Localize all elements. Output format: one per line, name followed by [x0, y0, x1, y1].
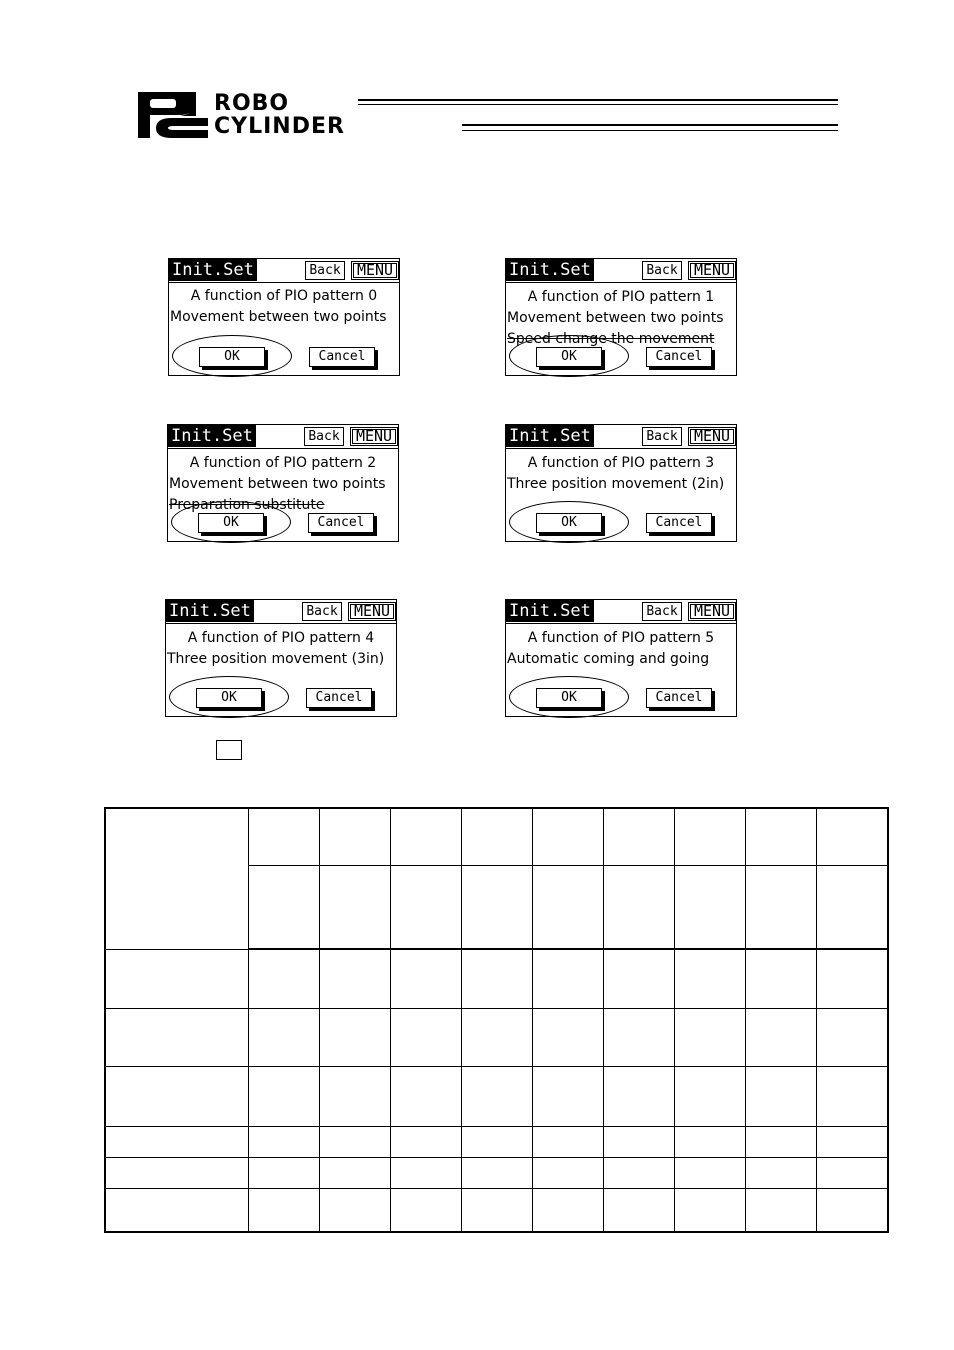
logo-text-robo: ROBO — [214, 91, 290, 116]
screen-line: Three position movement (2in) — [507, 476, 725, 492]
table-cell — [105, 1066, 249, 1126]
table-cell — [817, 1008, 889, 1066]
ok-button[interactable]: OK — [536, 513, 602, 533]
screen-pio-pattern-4 — [165, 599, 397, 717]
table-cell — [533, 1188, 604, 1232]
table-cell — [675, 808, 746, 865]
menu-button[interactable]: MENU — [350, 427, 398, 446]
table-cell — [105, 1188, 249, 1232]
back-button[interactable]: Back — [642, 261, 682, 280]
screen-line: A function of PIO pattern 2 — [189, 455, 377, 471]
screen-line: A function of PIO pattern 4 — [187, 630, 375, 646]
table-cell — [675, 1008, 746, 1066]
ok-button[interactable]: OK — [196, 688, 262, 708]
cancel-button[interactable]: Cancel — [308, 513, 374, 533]
screen-line: Preparation substitute — [169, 497, 325, 513]
table-cell — [320, 1157, 391, 1188]
table-cell — [817, 865, 889, 949]
screen-pio-pattern-0 — [168, 258, 400, 376]
table-row — [105, 1126, 888, 1157]
table-cell — [746, 1066, 817, 1126]
screen-titlebar — [168, 425, 398, 449]
table-cell — [746, 1188, 817, 1232]
table-cell — [391, 1157, 462, 1188]
table-cell — [675, 1157, 746, 1188]
table-cell — [391, 1066, 462, 1126]
key-symbol-box — [216, 740, 242, 760]
cancel-button[interactable]: Cancel — [306, 688, 372, 708]
table-cell — [604, 949, 675, 1008]
table-cell — [462, 1008, 533, 1066]
table-cell — [604, 1188, 675, 1232]
table-cell — [320, 1126, 391, 1157]
table-cell — [462, 949, 533, 1008]
table-cell — [533, 1008, 604, 1066]
table-cell — [817, 1066, 889, 1126]
header-rule — [462, 124, 838, 126]
header-rule — [358, 99, 838, 101]
table-cell — [675, 949, 746, 1008]
screen-pio-pattern-5 — [505, 599, 737, 717]
ok-button[interactable]: OK — [536, 688, 602, 708]
screen-line: A function of PIO pattern 5 — [527, 630, 715, 646]
robo-cylinder-logo — [136, 90, 216, 140]
table-cell — [604, 1157, 675, 1188]
screen-titlebar — [166, 600, 396, 624]
screen-line: Movement between two points — [169, 476, 386, 492]
table-cell — [249, 1188, 320, 1232]
table-cell — [817, 949, 889, 1008]
screen-line: Movement between two points — [170, 309, 387, 325]
ok-button[interactable]: OK — [199, 347, 265, 367]
table-cell — [533, 949, 604, 1008]
table-cell — [604, 865, 675, 949]
table-cell — [604, 1066, 675, 1126]
table-cell — [817, 1188, 889, 1232]
table-cell — [462, 808, 533, 865]
table-cell — [533, 1066, 604, 1126]
screen-pio-pattern-1 — [505, 258, 737, 376]
table-cell — [105, 1157, 249, 1188]
table-cell — [533, 1126, 604, 1157]
table-cell — [249, 1066, 320, 1126]
table-cell — [391, 949, 462, 1008]
table-cell — [320, 808, 391, 865]
table-row — [105, 1157, 888, 1188]
table-cell — [462, 1126, 533, 1157]
table-header-cell — [105, 808, 249, 949]
screen-titlebar — [506, 425, 736, 449]
back-button[interactable]: Back — [302, 602, 342, 621]
cancel-button[interactable]: Cancel — [646, 688, 712, 708]
menu-button[interactable]: MENU — [348, 602, 396, 621]
menu-button[interactable]: MENU — [688, 427, 736, 446]
screen-titlebar — [169, 259, 399, 283]
table-cell — [249, 1008, 320, 1066]
screen-line: Speed change the movement — [507, 331, 715, 347]
table-cell — [817, 1157, 889, 1188]
screen-line: A function of PIO pattern 3 — [527, 455, 715, 471]
table-cell — [746, 865, 817, 949]
table-cell — [391, 1126, 462, 1157]
table-cell — [675, 865, 746, 949]
table-row — [105, 1008, 888, 1066]
table-cell — [462, 865, 533, 949]
table-cell — [249, 1157, 320, 1188]
header-rule-thin — [358, 104, 838, 105]
screen-titlebar — [506, 259, 736, 283]
table-cell — [320, 1188, 391, 1232]
screen-pio-pattern-2 — [167, 424, 399, 542]
back-button[interactable]: Back — [642, 427, 682, 446]
table-cell — [604, 1008, 675, 1066]
table-cell — [105, 1126, 249, 1157]
screen-title: Init.Set — [506, 259, 594, 281]
screen-title: Init.Set — [506, 600, 594, 622]
menu-button[interactable]: MENU — [351, 261, 399, 280]
table-cell — [462, 1157, 533, 1188]
menu-button[interactable]: MENU — [688, 602, 736, 621]
screen-titlebar — [506, 600, 736, 624]
table-cell — [746, 808, 817, 865]
table-cell — [391, 1008, 462, 1066]
table-cell — [604, 1126, 675, 1157]
table-cell — [746, 1008, 817, 1066]
table-cell — [391, 1188, 462, 1232]
screen-line: A function of PIO pattern 0 — [190, 288, 378, 304]
table-cell — [391, 865, 462, 949]
menu-button[interactable]: MENU — [688, 261, 736, 280]
back-button[interactable]: Back — [304, 427, 344, 446]
table-cell — [533, 865, 604, 949]
ok-button[interactable]: OK — [198, 513, 264, 533]
table-cell — [249, 808, 320, 865]
pio-pattern-table — [104, 807, 889, 1233]
table-cell — [604, 808, 675, 865]
table-cell — [462, 1066, 533, 1126]
screen-line: Three position movement (3in) — [167, 651, 385, 667]
table-row — [105, 1066, 888, 1126]
table-cell — [249, 865, 320, 949]
screen-title: Init.Set — [506, 425, 594, 447]
screen-line: A function of PIO pattern 1 — [527, 289, 715, 305]
table-cell — [746, 949, 817, 1008]
table-row — [105, 1188, 888, 1232]
table-cell — [320, 1008, 391, 1066]
table-cell — [675, 1066, 746, 1126]
table-cell — [462, 1188, 533, 1232]
screen-title: Init.Set — [169, 259, 257, 281]
cancel-button[interactable]: Cancel — [646, 347, 712, 367]
header-rule-thin — [462, 130, 838, 131]
screen-pio-pattern-3 — [505, 424, 737, 542]
table-cell — [675, 1188, 746, 1232]
table-cell — [320, 1066, 391, 1126]
table-cell — [746, 1126, 817, 1157]
screen-line: Automatic coming and going — [507, 651, 710, 667]
table-cell — [249, 1126, 320, 1157]
table-cell — [533, 808, 604, 865]
back-button[interactable]: Back — [642, 602, 682, 621]
screen-line: Movement between two points — [507, 310, 724, 326]
cancel-button[interactable]: Cancel — [646, 513, 712, 533]
screen-title: Init.Set — [168, 425, 256, 447]
ok-button[interactable]: OK — [536, 347, 602, 367]
table-cell — [675, 1126, 746, 1157]
table-cell — [391, 808, 462, 865]
table-cell — [105, 1008, 249, 1066]
table-cell — [746, 1157, 817, 1188]
table-row — [105, 808, 888, 865]
back-button[interactable]: Back — [305, 261, 345, 280]
table-cell — [105, 949, 249, 1008]
table-cell — [533, 1157, 604, 1188]
table-row — [105, 949, 888, 1008]
table-cell — [817, 1126, 889, 1157]
table-cell — [249, 949, 320, 1008]
table-cell — [320, 865, 391, 949]
table-cell — [320, 949, 391, 1008]
table-cell — [817, 808, 889, 865]
cancel-button[interactable]: Cancel — [309, 347, 375, 367]
logo-text-cylinder: CYLINDER — [214, 114, 345, 139]
screen-title: Init.Set — [166, 600, 254, 622]
